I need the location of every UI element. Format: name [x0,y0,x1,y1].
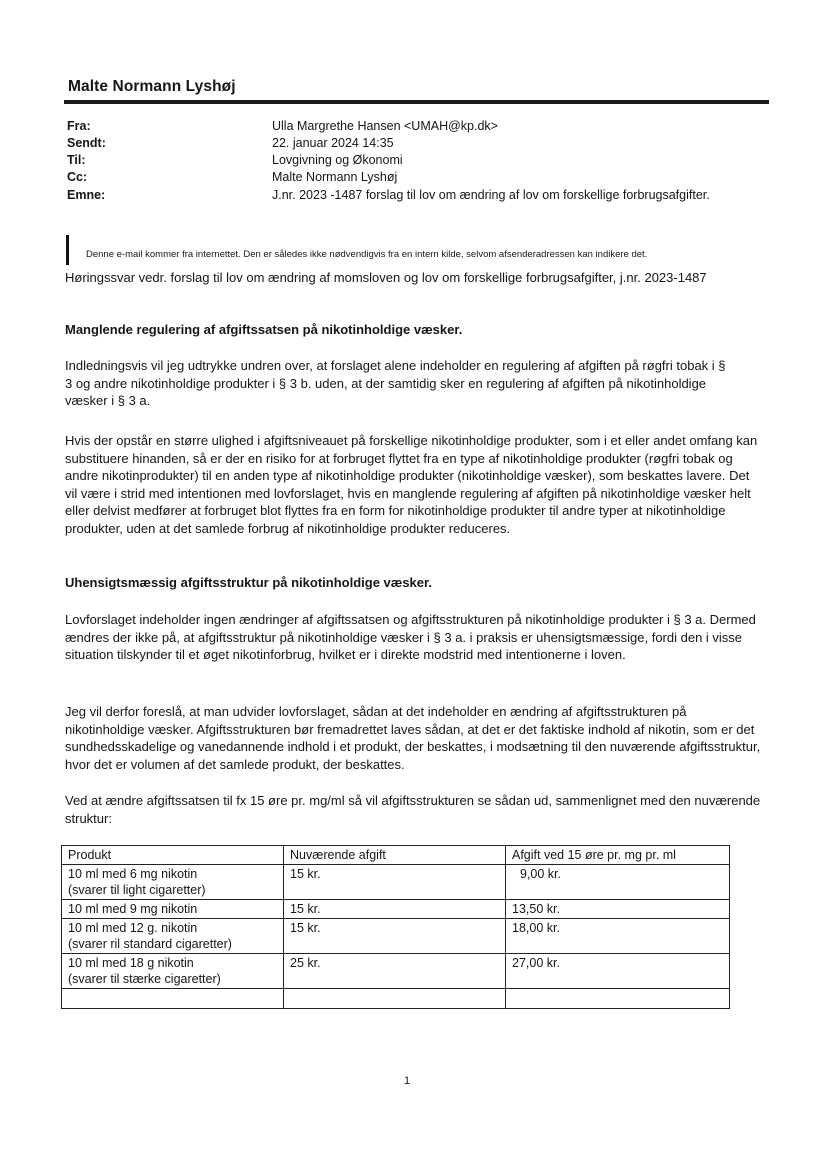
header-row-to [0,153,828,170]
product-name: 10 ml med 18 g nikotin [68,956,194,970]
body-paragraph: Ved at ændre afgiftssatsen til fx 15 øre pr. mg/ml så vil afgiftsstrukturen se sådan ud, sammenlignet med den nuværende struktur: [65,793,761,826]
tax-comparison-table [61,845,730,1009]
body-paragraph: Hvis der opstår en større ulighed i afgiftsniveauet på forskellige nikotinholdige produkter, som i et eller andet omfang kan substituere hinanden, så er der en risiko for at forbruget flyttet fra en type af nikotinholdige produkter (røgfri tobak og andre nikotinprodukter) til en anden type af nikotinholdige produkter (nikotinholdige væsker), som beskattes lavere. Det vil være i strid med intentionen med lovforslaget, hvis en manglende regulering af afgiften på nikotinholdige væsker helt eller delvist medfører at forbruget blot flyttes fra en form for nikotinholdige produkter til andre typer at nikotinholdige produkter, uden at det samlede forbrug af nikotinholdige produkter reduceres. [65,433,758,536]
header-label: Til: [67,153,86,167]
intro-text: Høringssvar vedr. forslag til lov om ændring af momsloven og lov om forskellige forbrugsafgifter, j.nr. 2023-1487 [65,270,707,285]
product-name: 10 ml med 9 mg nikotin [68,902,198,916]
proposed-tax-cell: 9,00 kr. [506,865,730,900]
header-label: Cc: [67,170,88,184]
header-value-subject: J.nr. 2023 -1487 forslag til lov om ændring af lov om forskellige forbrugsafgifter. [272,188,710,202]
current-tax-cell: 15 kr. [284,865,506,900]
header-label: Sendt: [67,136,106,150]
sender-name: Malte Normann Lyshøj [68,78,236,95]
header-value-cc: Malte Normann Lyshøj [272,170,398,184]
product-cell [62,919,284,954]
empty-cell [284,989,506,1009]
column-header: Nuværende afgift [284,846,506,865]
table-row-empty [62,989,730,1009]
header-value-to: Lovgivning og Økonomi [272,153,403,167]
current-tax-cell: 15 kr. [284,900,506,919]
section-heading: Uhensigtsmæssig afgiftsstruktur på nikotinholdige væsker. [65,575,432,590]
product-name: 10 ml med 12 g. nikotin [68,921,198,935]
product-note: (svarer ril standard cigaretter) [68,937,232,951]
table-row [62,865,730,900]
product-cell [62,900,284,919]
column-header: Afgift ved 15 øre pr. mg pr. ml [506,846,730,865]
table-row [62,919,730,954]
product-note: (svarer til light cigaretter) [68,883,206,897]
header-row-sent [0,136,828,153]
external-notice-bar [66,235,69,265]
current-tax-cell: 25 kr. [284,954,506,989]
header-row-cc [0,170,828,187]
product-name: 10 ml med 6 mg nikotin [68,867,198,881]
header-row-from [0,119,828,136]
proposed-tax-cell: 13,50 kr. [506,900,730,919]
table-header-row [62,846,730,865]
body-paragraph: Lovforslaget indeholder ingen ændringer af afgiftssatsen og afgiftsstrukturen på nikotinholdige produkter i § 3 a. Dermed ændres der ikke på, at afgiftsstruktur på nikotinholdige væsker i § 3 a. i praksis er uhensigtsmæssige, fordi den i visse situation tilskynder til et øget nikotinforbrug, hvilket er i direkte modstrid med intentionerne i loven. [65,612,756,662]
header-value-from: Ulla Margrethe Hansen <UMAH@kp.dk> [272,119,498,133]
external-notice: Denne e-mail kommer fra internettet. Den er således ikke nødvendigvis fra en intern kilde, selvom afsenderadressen kan indikere det. [86,249,648,260]
empty-cell [62,989,284,1009]
table-row [62,900,730,919]
page-number: 1 [404,1075,411,1087]
body-paragraph: Indledningsvis vil jeg udtrykke undren over, at forslaget alene indeholder en regulering af afgiften på røgfri tobak i § 3 og andre nikotinholdige produkter i § 3 b. uden, at der samtidig sker en regulering af afgiften på nikotinholdige væsker i § 3 a. [65,358,726,408]
product-cell [62,865,284,900]
proposed-tax-cell: 18,00 kr. [506,919,730,954]
header-label: Emne: [67,188,106,202]
product-note: (svarer til stærke cigaretter) [68,972,221,986]
header-value-sent: 22. januar 2024 14:35 [272,136,394,150]
table-row [62,954,730,989]
current-tax-cell: 15 kr. [284,919,506,954]
product-cell [62,954,284,989]
header-row-subject [0,188,828,205]
body-paragraph: Jeg vil derfor foreslå, at man udvider lovforslaget, sådan at det indeholder en ændring af afgiftsstrukturen på nikotinholdige væsker. Afgiftsstrukturen bør fremadrettet laves sådan, at det er det faktiske indhold af nikotin, som er det sundhedsskadelige og vanedannende indhold i et produkt, der beskattes, i modsætning til den nuværende afgiftsstruktur, hvor det er volumen af det samlede produkt, der beskattes. [65,704,761,772]
empty-cell [506,989,730,1009]
column-header: Produkt [62,846,284,865]
proposed-tax-cell: 27,00 kr. [506,954,730,989]
header-label: Fra: [67,119,91,133]
section-heading: Manglende regulering af afgiftssatsen på nikotinholdige væsker. [65,322,463,337]
header-rule [64,100,769,104]
